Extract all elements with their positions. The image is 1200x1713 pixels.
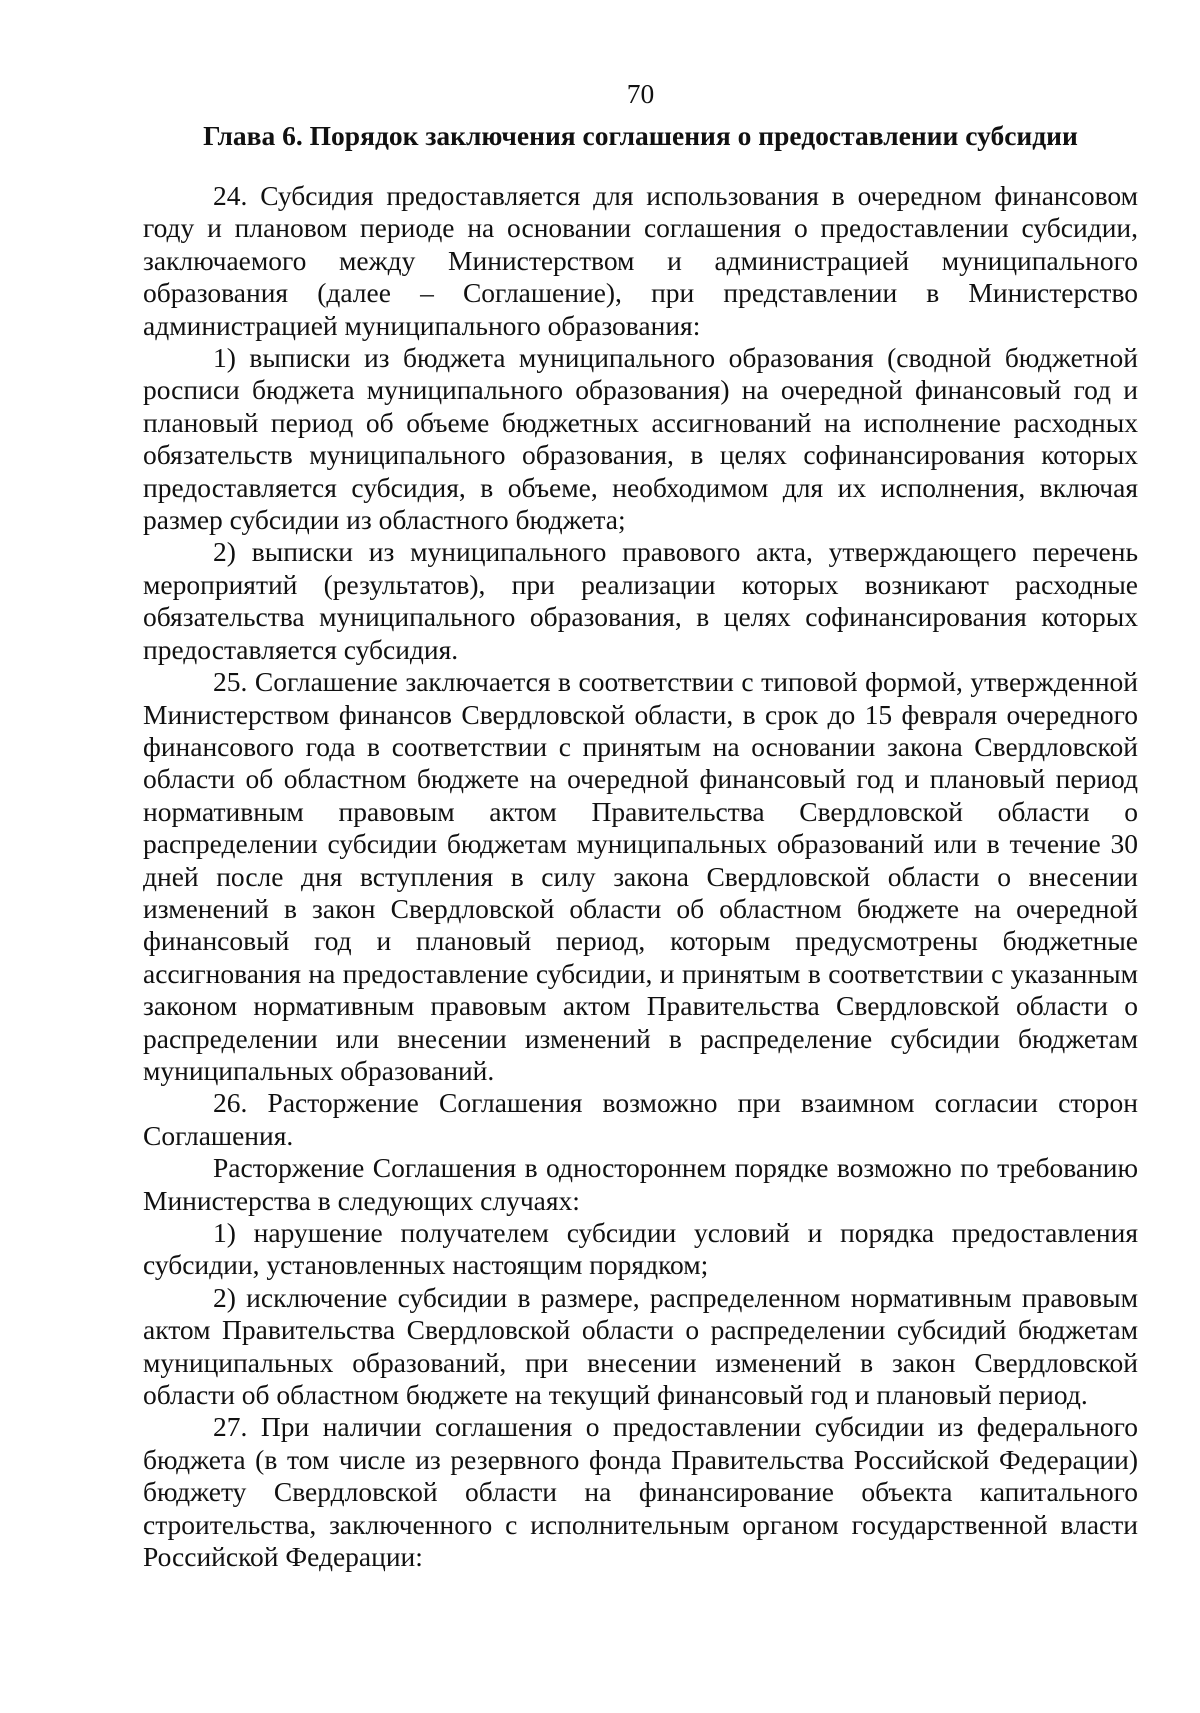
paragraph-25: 25. Соглашение заключается в соответствии с типовой формой, утвержденной Министерством финансов Свердловской области, в срок до 15 февраля очередного финансового года в соответствии с принятым на основании закона Свердловской области об областном бюджете на очередной финансовый год и плановый период нормативным правовым актом Правительства Свердловской области о распределении субсидии бюджетам муниципальных образований или в течение 30 дней после дня вступления в силу закона Свердловской области о внесении изменений в закон Свердловской области об областном бюджете на очередной финансовый год и плановый период, которым предусмотрены бюджетные ассигнования на предоставление субсидии, и принятым в соответствии с указанным законом нормативным правовым актом Правительства Свердловской области о распределении или внесении изменений в распределение субсидии бюджетам муниципальных образований.	[143, 666, 1138, 1086]
paragraph-24-item-1: 1) выписки из бюджета муниципального образования (сводной бюджетной росписи бюджета муниципального образования) на очередной финансовый год и плановый период об объеме бюджетных ассигнований на исполнение расходных обязательств муниципального образования, в целях софинансирования которых предоставляется субсидия, в объеме, необходимом для их исполнения, включая размер субсидии из областного бюджета;	[143, 342, 1138, 536]
paragraph-26-item-1: 1) нарушение получателем субсидии условий и порядка предоставления субсидии, установленных настоящим порядком;	[143, 1217, 1138, 1281]
paragraph-26-termination: Расторжение Соглашения в одностороннем порядке возможно по требованию Министерства в следующих случаях:	[143, 1152, 1138, 1216]
chapter-title: Глава 6. Порядок заключения соглашения о предоставлении субсидии	[203, 120, 1078, 151]
paragraph-26: 26. Расторжение Соглашения возможно при взаимном согласии сторон Соглашения.	[143, 1087, 1138, 1151]
paragraph-27: 27. При наличии соглашения о предоставлении субсидии из федерального бюджета (в том числе из резервного фонда Правительства Российской Федерации) бюджету Свердловской области на финансирование объекта капитального строительства, заключенного с исполнительным органом государственной власти Российской Федерации:	[143, 1411, 1138, 1573]
paragraph-26-item-2: 2) исключение субсидии в размере, распределенном нормативным правовым актом Правительства Свердловской области о распределении субсидий бюджетам муниципальных образований, при внесении изменений в закон Свердловской области об областном бюджете на текущий финансовый год и плановый период.	[143, 1281, 1138, 1411]
document-page	[143, 78, 1138, 1573]
paragraph-24-item-2: 2) выписки из муниципального правового акта, утверждающего перечень мероприятий (результатов), при реализации которых возникают расходные обязательства муниципального образования, в целях софинансирования которых предоставляется субсидия.	[143, 536, 1138, 665]
page-number: 70	[626, 78, 655, 109]
paragraph-24: 24. Субсидия предоставляется для использования в очередном финансовом году и плановом периоде на основании соглашения о предоставлении субсидии, заключаемого между Министерством и администрацией муниципального образования (далее – Соглашение), при представлении в Министерство администрацией муниципального образования:	[143, 180, 1138, 341]
